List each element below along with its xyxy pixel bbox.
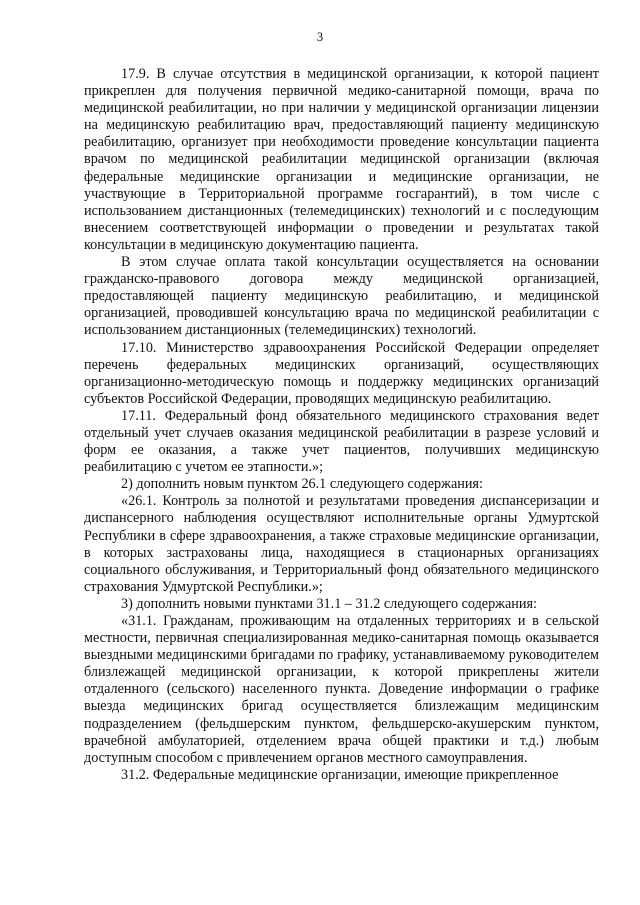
paragraph-17-9: 17.9. В случае отсутствия в медицинской организации, к которой пациент прикреплен для получения первичной медико-санитарной помощи, врача по медицинской реабилитации, но при наличии у медицинской организации лицензии на медицинскую реабилитацию врач, предоставляющий пациенту медицинскую реабилитацию, организует при необходимости проведение консультации пациента врачом по медицинской реабилитации медицинской организации (включая федеральные медицинские организации и медицинские организации, не участвующие в Территориальной программе госгарантий), в том числе с использованием дистанционных (телемедицинских) технологий и с последующим внесением соответствующей информации о проведении и результатах такой консультации в медицинскую документацию пациента. <box>84 66 599 253</box>
paragraph-amendment-2: 2) дополнить новым пунктом 26.1 следующего содержания: <box>121 476 483 493</box>
page-number: 3 <box>316 30 324 44</box>
paragraph-amendment-3: 3) дополнить новыми пунктами 31.1 – 31.2 следующего содержания: <box>121 595 537 612</box>
paragraph-consultation-payment: В этом случае оплата такой консультации осуществляется на основании гражданско-правового договора между медицинской организацией, предоставляющей пациенту медицинскую реабилитацию, и медицинской организацией, проводившей консультацию врача по медицинской реабилитации с использованием дистанционных (телемедицинских) технологий. <box>84 254 599 339</box>
paragraph-17-11: 17.11. Федеральный фонд обязательного медицинского страхования ведет отдельный учет случаев оказания медицинской реабилитации в разрезе условий и форм ее оказания, а также учет пациентов, получивших медицинскую реабилитацию с учетом ее этапности.»; <box>84 407 599 476</box>
paragraph-17-10: 17.10. Министерство здравоохранения Российской Федерации определяет перечень федеральных медицинских организаций, осуществляющих организационно-методическую помощь и поддержку медицинских организаций субъектов Российской Федерации, проводящих медицинскую реабилитацию. <box>84 339 599 407</box>
paragraph-26-1: «26.1. Контроль за полнотой и результатами проведения диспансеризации и диспансерного наблюдения осуществляют исполнительные органы Удмуртской Республики в сфере здравоохранения, а также страховые медицинские организации, в которых застрахованы лица, находящиеся в стационарных организациях социального обслуживания, и Территориальный фонд обязательного медицинского страхования Удмуртской Республики.»; <box>84 493 599 595</box>
paragraph-31-1: «31.1. Гражданам, проживающим на отдаленных территориях и в сельской местности, первичная специализированная медико-санитарная помощь оказывается выездными медицинскими бригадами по графику, устанавливаемому руководителем близлежащей медицинской организации, к которой прикреплены жители отдаленного (сельского) населенного пункта. Доведение информации о графике выезда медицинских бригад осуществляется близлежащим медицинским подразделением (фельдшерским пунктом, фельдшерско-акушерским пунктом, врачебной амбулаторией, отделением врача общей практики и т.д.) любым доступным способом с привлечением органов местного самоуправления. <box>84 613 599 766</box>
document-body <box>84 66 599 784</box>
paragraph-31-2: 31.2. Федеральные медицинские организации, имеющие прикрепленное <box>121 766 559 783</box>
